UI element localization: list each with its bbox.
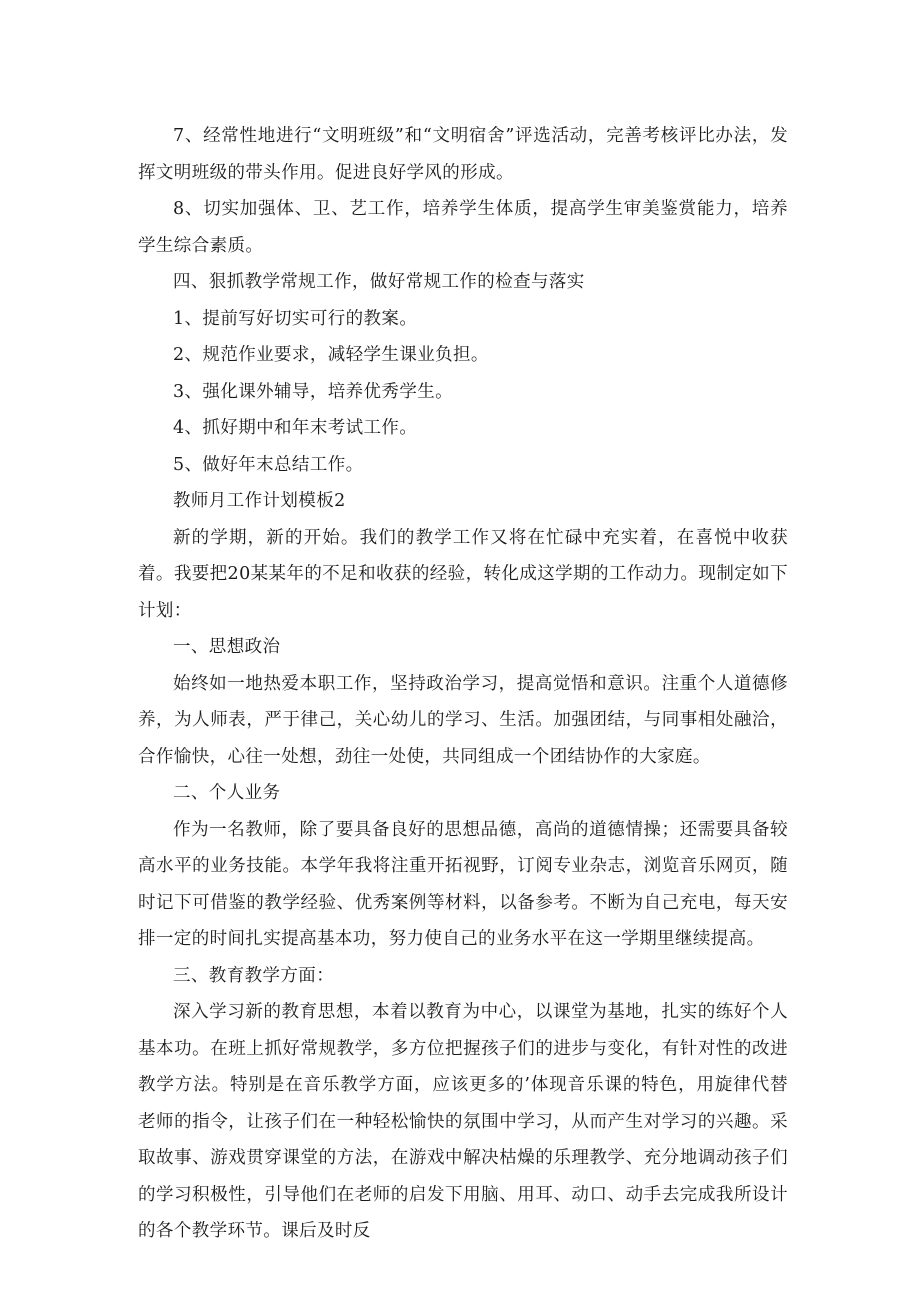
list-item-1: 1、提前写好切实可行的教案。 — [173, 308, 418, 329]
paragraph-item-7: 7、经常性地进行“文明班级”和“文明宿舍”评选活动，完善考核评比办法，发挥文明班级的带头作用。促进良好学风的形成。 — [138, 126, 788, 183]
section-heading-4: 四、狠抓教学常规工作，做好常规工作的检查与落实 — [173, 272, 585, 292]
list-item-5: 5、做好年末总结工作。 — [173, 454, 364, 475]
section-3-paragraph: 深入学习新的教育思想，本着以教育为中心，以课堂为基地，扎实的练好个人基本功。在班上抓好常规教学，多方位把握孩子们的进步与变化，有针对性的改进教学方法。特别是在音乐教学方面，应该更多的’体现音乐课的特色，用旋律代替老师的指令，让孩子们在一种轻松愉快的氛围中学习，从而产生对学习的兴趣。采取故事、游戏贯穿课堂的方法，在游戏中解决枯燥的乐理教学、充分地调动孩子们的学习积极性，引导他们在老师的启发下用脑、用耳、动口、动手去完成我所设计的各个教学环节。课后及时反 — [138, 1002, 788, 1241]
section-heading-1: 一、思想政治 — [173, 637, 281, 657]
list-item-2: 2、规范作业要求，减轻学生课业负担。 — [173, 345, 489, 365]
template-title: 教师月工作计划模板2 — [173, 491, 346, 511]
document-page — [138, 118, 788, 1250]
section-1-paragraph: 始终如一地热爱本职工作，坚持政治学习，提高觉悟和意识。注重个人道德修养，为人师表，严于律己，关心幼儿的学习、生活。加强团结，与同事相处融洽，合作愉快，心往一处想，劲往一处使，共同组成一个团结协作的大家庭。 — [138, 673, 788, 767]
list-item-4: 4、抓好期中和年末考试工作。 — [173, 418, 418, 438]
list-item-3: 3、强化课外辅导，培养优秀学生。 — [173, 381, 454, 402]
intro-paragraph: 新的学期，新的开始。我们的教学工作又将在忙碌中充实着，在喜悦中收获着。我要把20某某年的不足和收获的经验，转化成这学期的工作动力。现制定如下计划： — [138, 527, 788, 621]
section-2-paragraph: 作为一名教师，除了要具备良好的思想品德，高尚的道德情操；还需要具备较高水平的业务技能。本学年我将注重开拓视野，订阅专业杂志，浏览音乐网页，随时记下可借鉴的教学经验、优秀案例等材料，以备参考。不断为自己充电，每天安排一定的时间扎实提高基本功，努力使自己的业务水平在这一学期里继续提高。 — [138, 819, 788, 949]
section-heading-2: 二、个人业务 — [173, 783, 281, 803]
paragraph-item-8: 8、切实加强体、卫、艺工作，培养学生体质，提高学生审美鉴赏能力，培养学生综合素质。 — [138, 199, 788, 256]
section-heading-3: 三、教育教学方面： — [173, 965, 335, 986]
